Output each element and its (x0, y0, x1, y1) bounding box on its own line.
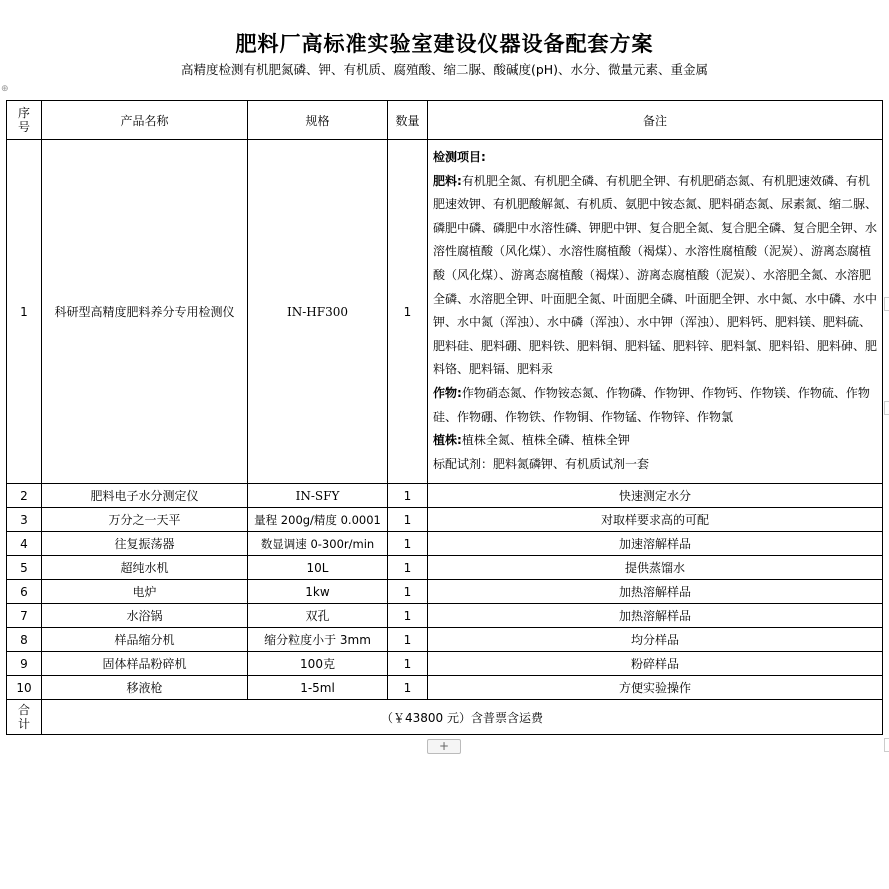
cell-index: 2 (7, 484, 42, 508)
cell-note-detection-items (428, 140, 883, 484)
cell-name: 科研型高精度肥料养分专用检测仪 (42, 140, 248, 484)
cell-index: 8 (7, 628, 42, 652)
table-row (7, 604, 883, 628)
cell-qty: 1 (388, 532, 428, 556)
cell-spec: 双孔 (248, 604, 388, 628)
cell-name: 肥料电子水分测定仪 (42, 484, 248, 508)
cell-name: 固体样品粉碎机 (42, 652, 248, 676)
cell-spec: 数显调速 0-300r/min (248, 532, 388, 556)
cell-qty: 1 (388, 484, 428, 508)
document-subtitle: 高精度检测有机肥氮磷、钾、有机质、腐殖酸、缩二脲、酸碱度(pH)、水分、微量元素、重金属 (180, 62, 709, 77)
table-row (7, 140, 883, 484)
note-reagent: 标配试剂：肥料氮磷钾、有机质试剂一套 (433, 456, 650, 471)
header-index: 序号 (7, 101, 42, 140)
cell-name: 往复振荡器 (42, 532, 248, 556)
cell-qty: 1 (388, 556, 428, 580)
cell-qty: 1 (388, 140, 428, 484)
row-resize-handle[interactable] (884, 738, 889, 752)
cell-qty: 1 (388, 604, 428, 628)
document-title: 肥料厂高标准实验室建设仪器设备配套方案 (235, 32, 654, 56)
cell-note: 提供蒸馏水 (428, 556, 883, 580)
table-row (7, 580, 883, 604)
row-resize-handle[interactable] (884, 401, 889, 415)
note-crop (433, 382, 878, 429)
cell-name: 万分之一天平 (42, 508, 248, 532)
cell-spec: IN-SFY (248, 484, 388, 508)
cell-index: 9 (7, 652, 42, 676)
cell-note: 加热溶解样品 (428, 604, 883, 628)
cell-index: 6 (7, 580, 42, 604)
cell-note: 均分样品 (428, 628, 883, 652)
table-row (7, 556, 883, 580)
cell-spec: 量程 200g/精度 0.0001 (248, 508, 388, 532)
row-resize-handle[interactable] (884, 297, 889, 311)
cell-qty: 1 (388, 652, 428, 676)
cell-index: 1 (7, 140, 42, 484)
total-row (7, 700, 883, 735)
cell-name: 样品缩分机 (42, 628, 248, 652)
cell-note: 加热溶解样品 (428, 580, 883, 604)
crop-label: 作物: (433, 385, 462, 400)
cell-spec: 1kw (248, 580, 388, 604)
cell-note: 粉碎样品 (428, 652, 883, 676)
cell-name: 超纯水机 (42, 556, 248, 580)
table-row (7, 508, 883, 532)
cell-spec: 10L (248, 556, 388, 580)
add-row-button[interactable]: + (427, 739, 461, 754)
total-value: （￥43800 元）含普票含运费 (42, 700, 883, 735)
plant-label: 植株: (433, 433, 462, 448)
fertilizer-label: 肥料: (433, 173, 462, 188)
cell-note: 方便实验操作 (428, 676, 883, 700)
cell-index: 10 (7, 676, 42, 700)
cell-note: 加速溶解样品 (428, 532, 883, 556)
table-row (7, 484, 883, 508)
cell-spec: 1-5ml (248, 676, 388, 700)
table-row (7, 652, 883, 676)
crop-items: 作物硝态氮、作物铵态氮、作物磷、作物钾、作物钙、作物镁、作物硫、作物硅、作物硼、作物铁、作物铜、作物锰、作物锌、作物氯 (433, 385, 870, 424)
cell-index: 7 (7, 604, 42, 628)
plant-items: 植株全氮、植株全磷、植株全钾 (461, 433, 630, 448)
cell-index: 5 (7, 556, 42, 580)
header-note: 备注 (428, 101, 883, 140)
total-label: 合计 (7, 700, 42, 735)
cell-note: 对取样要求高的可配 (428, 508, 883, 532)
cell-index: 4 (7, 532, 42, 556)
cell-note: 快速测定水分 (428, 484, 883, 508)
cell-qty: 1 (388, 676, 428, 700)
cell-spec: 100克 (248, 652, 388, 676)
note-fertilizer (433, 170, 878, 382)
cell-spec: 缩分粒度小于 3mm (248, 628, 388, 652)
cell-index: 3 (7, 508, 42, 532)
cell-name: 水浴锅 (42, 604, 248, 628)
table-row (7, 532, 883, 556)
table-row (7, 628, 883, 652)
cell-name: 电炉 (42, 580, 248, 604)
cell-name: 移液枪 (42, 676, 248, 700)
cell-qty: 1 (388, 580, 428, 604)
table-row (7, 676, 883, 700)
cell-qty: 1 (388, 508, 428, 532)
note-plant (433, 429, 878, 453)
header-qty: 数量 (388, 101, 428, 140)
equipment-table (6, 100, 883, 735)
cell-spec: IN-HF300 (248, 140, 388, 484)
header-name: 产品名称 (42, 101, 248, 140)
cell-qty: 1 (388, 628, 428, 652)
header-spec: 规格 (248, 101, 388, 140)
table-anchor-icon[interactable]: ⊕ (1, 84, 9, 94)
fertilizer-items: 有机肥全氮、有机肥全磷、有机肥全钾、有机肥硝态氮、有机肥速效磷、有机肥速效钾、有机肥酸解氮、有机质、氨肥中铵态氮、肥料硝态氮、尿素氮、缩二脲、磷肥中磷、磷肥中水溶性磷、钾肥中钾、复合肥全氮、复合肥全磷、复合肥全钾、水溶性腐植酸（风化煤）、水溶性腐植酸（褐煤）、水溶性腐植酸（泥炭）、游离态腐植酸（风化煤）、游离态腐植酸（褐煤）、游离态腐植酸（泥炭）、水溶肥全氮、水溶肥全磷、水溶肥全钾、叶面肥全氮、叶面肥全磷、叶面肥全钾、水中氮、水中磷、水中钾、水中氮（浑浊）、水中磷（浑浊）、水中钾（浑浊）、肥料钙、肥料镁、肥料硫、肥料硅、肥料硼、肥料铁、肥料铜、肥料锰、肥料锌、肥料氯、肥料铅、肥料砷、肥料铬、肥料镉、肥料汞 (433, 173, 878, 377)
table-header-row (7, 101, 883, 140)
note-title: 检测项目: (433, 150, 486, 164)
